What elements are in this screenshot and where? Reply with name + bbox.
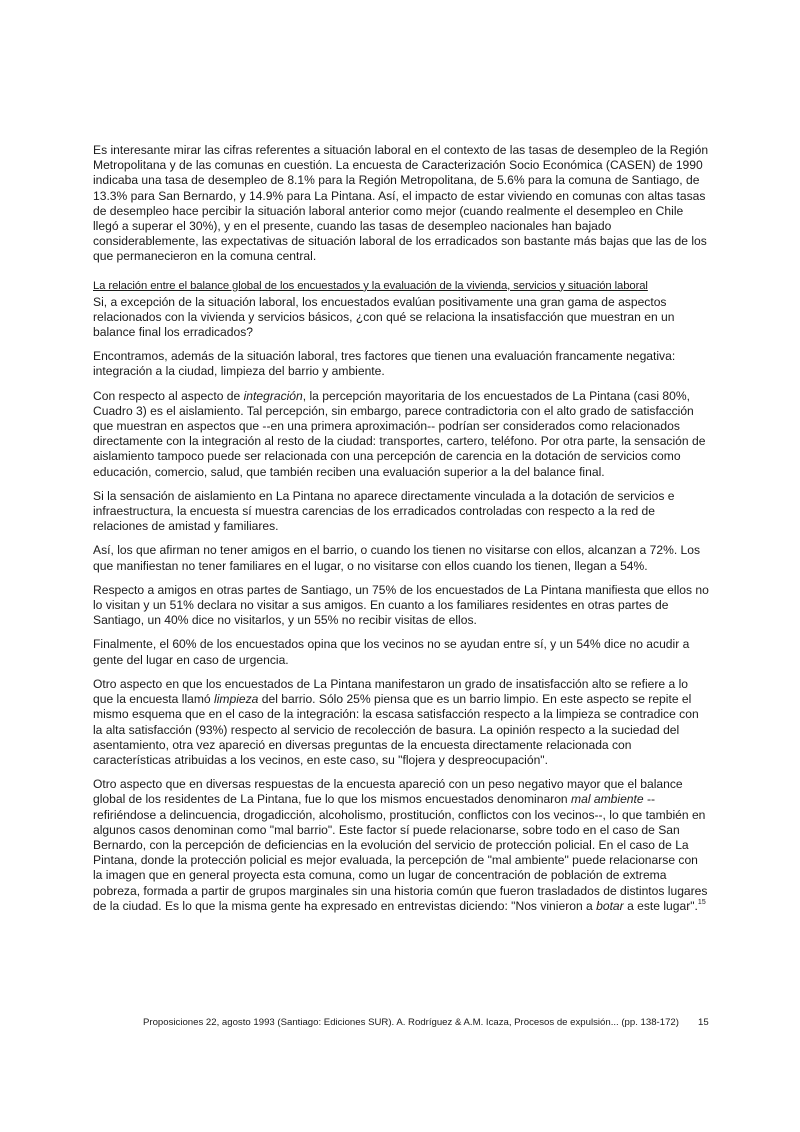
text-run: Otro aspecto en que los encuestados de La Pintana manifestaron un grado de insatisfacción alto se refiere a lo que la encuesta llamó <box>93 676 688 707</box>
paragraph-question: Si, a excepción de la situación laboral, los encuestados evalúan positivamente una gran gama de aspectos relacionados con la vivienda y servicios básicos, ¿con qué se relaciona la insatisfacción que muestran en un balance final los erradicados? <box>93 294 675 340</box>
text-run: --refiriéndose a delincuencia, drogadicción, alcoholismo, prostitución, conflictos con los vecinos--, lo que también en algunos casos denominan como "mal barrio". Este factor sí puede relacionarse, sobre todo en el caso de San Bernardo, con la percepción de deficiencias en la evolución del servicio de protección policial. En el caso de La Pintana, donde la protección policial es mejor evaluada, la percepción de "mal ambiente" puede relacionarse con la imagen que en general proyecta esta comuna, como un lugar de concentración de población de extrema pobreza, formada a partir de grupos marginales sin una historia común que fueron trasladados de distintos lugares de la ciudad. Es lo que la misma gente ha expresado en entrevistas diciendo: "Nos vinieron a <box>93 792 708 913</box>
section-heading: La relación entre el balance global de los encuestados y la evaluación de la vivienda, servicios y situación laboral <box>93 279 648 292</box>
italic-term: botar <box>596 898 624 913</box>
text-run: , la percepción mayoritaria de los encuestados de La Pintana (casi 80%, Cuadro 3) es el aislamiento. Tal percepción, sin embargo, parece contradictoria con el alto grado de satisfacción que muestran en aspectos que --en una primera aproximación-- podrían ser considerados como relacionados directamente con la integración al resto de la ciudad: transportes, cartero, teléfono. Por otra parte, la sensación de aislamiento tampoco puede ser relacionada con una percepción de carencia en la dotación de servicios como educación, comercio, salud, que también reciben una evaluación superior a la del balance final. <box>93 388 706 479</box>
text-run: a este lugar". <box>623 898 698 913</box>
page-footer <box>143 1017 713 1028</box>
paragraph-cleanliness <box>93 677 709 768</box>
italic-term: limpieza <box>214 692 259 707</box>
italic-term: mal ambiente <box>571 792 644 807</box>
paragraph-visits: Respecto a amigos en otras partes de Santiago, un 75% de los encuestados de La Pintana manifiesta que ellos no lo visitan y un 51% declara no visitar a sus amigos. En cuanto a los familiares residentes en otras partes de Santiago, un 40% dice no visitarlos, y un 55% no recibir visitas de ellos. <box>93 582 709 628</box>
text-run: Otro aspecto que en diversas respuestas de la encuesta apareció con un peso negativo mayor que el balance global de los residentes de La Pintana, fue lo que los mismos encuestados denominaron <box>93 777 683 807</box>
footnote-marker: 15 <box>697 898 706 906</box>
paragraph-factors: Encontramos, además de la situación laboral, tres factores que tienen una evaluación francamente negativa: integración a la ciudad, limpieza del barrio y ambiente. <box>93 349 676 379</box>
italic-term: integración <box>243 388 303 403</box>
paragraph-integration <box>93 389 709 480</box>
paragraph-environment <box>93 777 709 914</box>
paragraph-friends: Así, los que afirman no tener amigos en el barrio, o cuando los tienen no visitarse con ellos, alcanzan a 72%. Los que manifiestan no tener familiares en el lugar, o no visitarse con ellos cuando los tienen, llegan a 54%. <box>93 543 701 573</box>
paragraph-isolation: Si la sensación de aislamiento en La Pintana no aparece directamente vinculada a la dotación de servicios e infraestructura, la encuesta sí muestra carencias de los erradicados controladas con respecto a la red de relaciones de amistad y familiares. <box>93 488 675 534</box>
footer-citation: Proposiciones 22, agosto 1993 (Santiago: Ediciones SUR). A. Rodríguez & A.M. Icaza, Procesos de expulsión... (pp. 138-172) <box>143 1017 679 1028</box>
text-run: del barrio. Sólo 25% piensa que es un barrio limpio. En este aspecto se repite el mismo esquema que en el caso de la integración: la escasa satisfacción respecto a la limpieza se contradice con la alta satisfacción (93%) respecto al servicio de recolección de basura. La opinión respecto a la suciedad del asentamiento, otra vez apareció en diversas preguntas de la encuesta directamente relacionada con características atribuidas a los vecinos, en este caso, su "flojera y despreocupación". <box>93 692 699 767</box>
document-body <box>93 143 709 923</box>
paragraph-unemployment: Es interesante mirar las cifras referentes a situación laboral en el contexto de las tasas de desempleo de la Región Metropolitana y de las comunas en cuestión. La encuesta de Caracterización Socio Económica (CASEN) de 1990 indicaba una tasa de desempleo de 8.1% para la Región Metropolitana, de 5.6% para la comuna de Santiago, de 13.3% para San Bernardo, y 14.9% para La Pintana. Así, el impacto de estar viviendo en comunas con altas tasas de desempleo hace percibir la situación laboral anterior como mejor (cuando realmente el desempleo en Chile llegó a superar el 30%), y en el presente, cuando las tasas de desempleo nacionales han bajado considerablemente, las expectativas de situación laboral de los erradicados son bastante más bajas que las de los que permanecieron en la comuna central. <box>93 143 709 264</box>
page-number: 15 <box>698 1017 709 1028</box>
paragraph-neighbors: Finalmente, el 60% de los encuestados opina que los vecinos no se ayudan entre sí, y un 54% dice no acudir a gente del lugar en caso de urgencia. <box>93 637 690 667</box>
text-run: Con respecto al aspecto de <box>93 388 244 403</box>
